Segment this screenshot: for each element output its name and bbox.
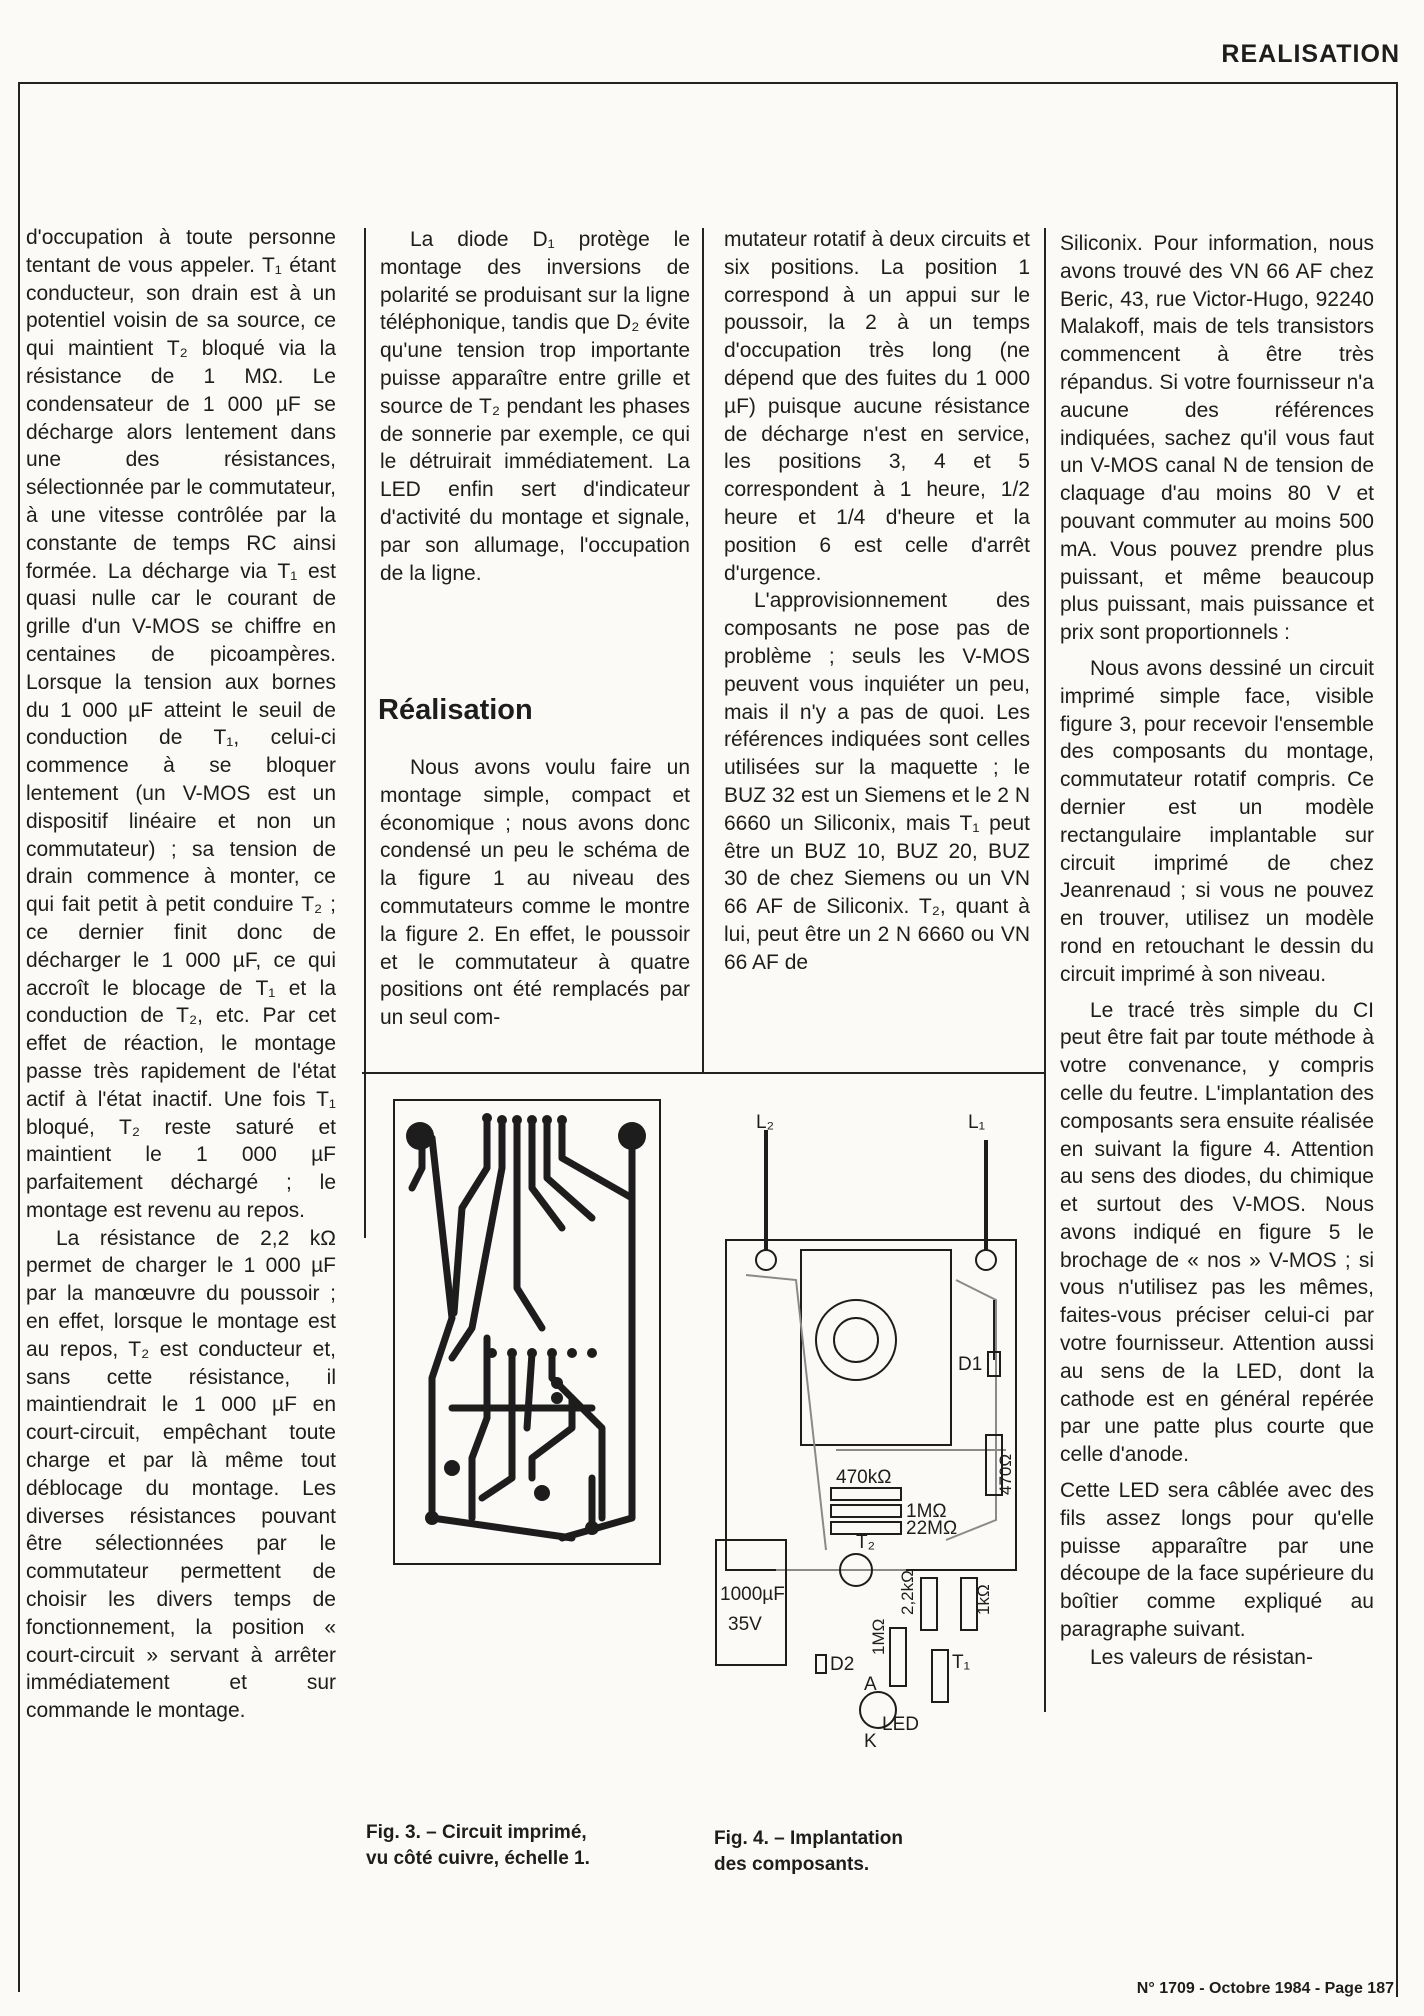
rotary-switch-knob [816,1300,896,1380]
pcb-pad [567,1348,577,1358]
section-heading: Réalisation [378,694,533,726]
col4-paragraph-4: Cette LED sera câblée avec des fils assez longs pour qu'elle puisse apparaître par une découpe de la face supérieure du boîtier comme expliqué au paragraphe suivant. [1060,1479,1374,1642]
label-r470k: 470kΩ [836,1467,892,1488]
label-d1: D1 [958,1354,983,1375]
label-d2: D2 [830,1654,855,1675]
label-l1: L₁ [968,1112,985,1133]
column-rule-3b [1044,1072,1046,1712]
d2-body [816,1655,826,1673]
page-footer: N° 1709 - Octobre 1984 - Page 187 [1136,1980,1394,1997]
pcb-pad [512,1115,522,1125]
column-2-bottom [380,754,690,1032]
rotary-switch-shaft [834,1318,878,1362]
trace [946,1280,996,1540]
col2-paragraph-2: Nous avons voulu faire un montage simple, compact et économique ; nous avons donc condensé un peu le schéma de la figure 1 au niveau des commutateurs comme le montre la figure 2. En effet, le poussoir et le commutateur à quatre positions ont été remplacés par un seul com- [380,756,690,1030]
column-rule-2 [702,228,704,1073]
board-outline [726,1240,1016,1570]
pcb-pad [551,1392,563,1404]
column-1 [26,224,336,1725]
fig4-caption-line-2: des composants. [714,1854,870,1875]
label-r1m-a: 1MΩ [906,1501,947,1522]
label-cap-voltage: 35V [728,1614,762,1635]
label-t1: T₁ [952,1652,971,1673]
pad-l1 [976,1250,996,1270]
col1-paragraph-2: La résistance de 2,2 kΩ permet de charger le 1 000 µF par la manœuvre du poussoir ; en effet, lorsque le montage est au repos, T₂ est conducteur et, sans cette résistance, il maintiendrait le 1 000 µF en court-circuit, empêchant toute charge et par là même tout déblocage du montage. Les diverses résistances pouvant être sélectionnées par le commutateur permettent de choisir les divers temps de fonctionnement, la position « court-circuit » servant à arrêter immédiatement et sur commande le montage. [26,1226,336,1723]
pcb-trace-12 [527,1353,532,1428]
pcb-pad [482,1113,492,1123]
frame-top-rule [18,82,1396,84]
col3-paragraph-2: L'approvisionnement des composants ne pose pas de problème ; seuls les V-MOS peuvent vous inquiéter un peu, mais il n'y a pas de quoi. Les références indiquées sont celles utilisées sur la maquette ; le BUZ 32 est un Siemens et le 2 N 6660 un Siliconix, mais T₁ peut être un BUZ 10, BUZ 20, BUZ 30 de chez Siemens ou un VN 66 AF de Siliconix. T₂, quant à lui, peut être un 2 N 6660 ou VN 66 AF de [724,589,1030,974]
label-r470: 470Ω [996,1453,1015,1495]
pcb-pad [527,1348,537,1358]
r1m-a-body [831,1505,901,1517]
r1m-b-body [890,1628,906,1686]
t1-body [932,1650,948,1702]
column-2-top [380,226,690,587]
pcb-pad [497,1115,507,1125]
pcb-pad [585,1521,599,1535]
pcb-pad [425,1511,439,1525]
frame-left-rule [18,82,20,1992]
pcb-pad [587,1348,597,1358]
col4-paragraph-2: Nous avons dessiné un circuit imprimé simple face, visible figure 3, pour recevoir l'ensemble des composants du montage, commutateur rotatif compris. Ce dernier est un modèle rectangulaire implantable sur circuit imprimé de chez Jeanrenaud ; si vous ne pouvez en trouver, utilisez un modèle rond en retouchant le dessin du circuit imprimé à son niveau. [1060,656,1374,986]
label-r1k: 1kΩ [974,1584,993,1615]
fig3-caption-line-1: Fig. 3. – Circuit imprimé, [366,1822,587,1843]
col3-paragraph-1: mutateur rotatif à deux circuits et six positions. La position 1 correspond à un appui sur le poussoir, la 2 à un temps d'occupation très long (ne dépend que des fuites du 1 000 µF) puisque aucune résistance de décharge n'est en service, les positions 3, 4 et 5 correspondent à 1 heure, 1/2 heure et 1/4 d'heure et la position 6 est celle d'arrêt d'urgence. [724,228,1030,585]
label-l2: L₂ [756,1112,774,1133]
label-r22m: 22MΩ [906,1518,958,1539]
pcb-pad [551,1377,563,1389]
section-title: REALISATION [1221,40,1400,68]
figure-top-rule [362,1072,1046,1074]
pcb-trace-16 [432,1518,572,1538]
fig3-caption-line-2: vu côté cuivre, échelle 1. [366,1848,590,1869]
fig4-layout-drawing [706,1100,1030,1752]
label-led-anode: A [864,1674,877,1695]
r22k-body [921,1578,937,1630]
label-led-cathode: K [864,1731,877,1752]
pcb-pad [557,1115,567,1125]
column-4 [1060,230,1374,1672]
trace [746,1275,826,1550]
pcb-pad [534,1485,550,1501]
fig3-pcb-drawing [392,1098,664,1568]
pcb-pad [527,1115,537,1125]
pcb-pad-l2 [406,1122,434,1150]
label-r1m-b: 1MΩ [869,1618,888,1655]
pad-l2 [756,1250,776,1270]
fig4-caption-line-1: Fig. 4. – Implantation [714,1828,903,1849]
pcb-pad [487,1348,497,1358]
column-3 [724,226,1030,977]
column-rule-1 [364,228,366,1238]
label-cap-value: 1000µF [720,1584,785,1605]
pcb-pad [542,1115,552,1125]
pcb-pad [444,1460,460,1476]
column-rule-3 [1044,228,1046,1073]
pcb-pad-l1 [618,1122,646,1150]
label-led: LED [882,1714,919,1735]
fig4-caption [714,1826,903,1878]
fig3-caption [366,1820,590,1872]
col1-paragraph-1: d'occupation à toute personne tentant de vous appeler. T₁ étant conducteur, son drain est à un potentiel voisin de sa source, ce qui maintient T₂ bloqué via la résistance de 1 MΩ. Le condensateur de 1 000 µF se décharge alors lentement dans une des résistances, sélectionnée par le commutateur, à une vitesse contrôlée par la constante de temps RC ainsi formée. La décharge via T₁ est quasi nulle car le courant de grille d'un V-MOS se chiffre en centaines de picoampères. Lorsque la tension aux bornes du 1 000 µF atteint le seuil de conduction de T₁, celui-ci commence à se bloquer lentement (un V-MOS est un dispositif linéaire et non un commutateur) ; sa tension de drain commence à monter, ce qui fait petit à petit conduire T₂ ; ce dernier finit donc de décharger le 1 000 µF, ce qui accroît le blocage de T₁ et la conduction de T₂, etc. Par cet effet de réaction, le montage passe très rapidement de l'état actif à l'état inactif. Une fois T₁ bloqué, T₂ reste saturé et maintient le 1 000 µF parfaitement déchargé ; le montage est revenu au repos. [26,226,336,1222]
pcb-pad [507,1348,517,1358]
pcb-trace-10 [472,1338,487,1518]
frame-right-rule [1396,82,1398,1997]
label-r22k: 2,2kΩ [898,1570,917,1615]
col4-paragraph-3: Le tracé très simple du CI peut être fait par toute méthode à votre convenance, y compris celle du feutre. L'implantation des composants sera ensuite réalisée en suivant la figure 4. Attention au sens des diodes, du chimique et surtout des V-MOS. Nous avons indiqué en figure 5 le brochage de « nos » V-MOS ; si vous n'utilisez pas les mêmes, faites-vous préciser celui-ci par votre fournisseur. Attention aussi au sens de la LED, dont la cathode est en général repérée par une patte plus courte que celle d'anode. [1060,998,1374,1467]
col4-paragraph-1: Siliconix. Pour information, nous avons trouvé des VN 66 AF chez Beric, 43, rue Victor-Hugo, 92240 Malakoff, mais de tels transistors commencent à être très répandus. Si votre fournisseur n'a aucune des références indiquées, sachez qu'il vous faut un V-MOS canal N de tension de claquage d'au moins 80 V et pouvant commuter au moins 500 mA. Vous pouvez prendre plus puissant, et même beaucoup plus puissant, mais puissance et prix sont proportionnels : [1060,232,1374,645]
col4-paragraph-5: Les valeurs de résistan- [1090,1645,1313,1669]
pcb-pad [547,1348,557,1358]
col2-paragraph-1: La diode D₁ protège le montage des inversions de polarité se produisant sur la ligne téléphonique, tandis que D₂ évite qu'une tension trop importante puisse apparaître entre grille et source de T₂ pendant les phases de sonnerie par exemple, ce qui le détruirait immédiatement. La LED enfin sert d'indicateur d'activité du montage et signale, par son allumage, l'occupation de la ligne. [380,228,690,585]
r470k-body [831,1488,901,1500]
label-t2: T₂ [856,1532,875,1553]
